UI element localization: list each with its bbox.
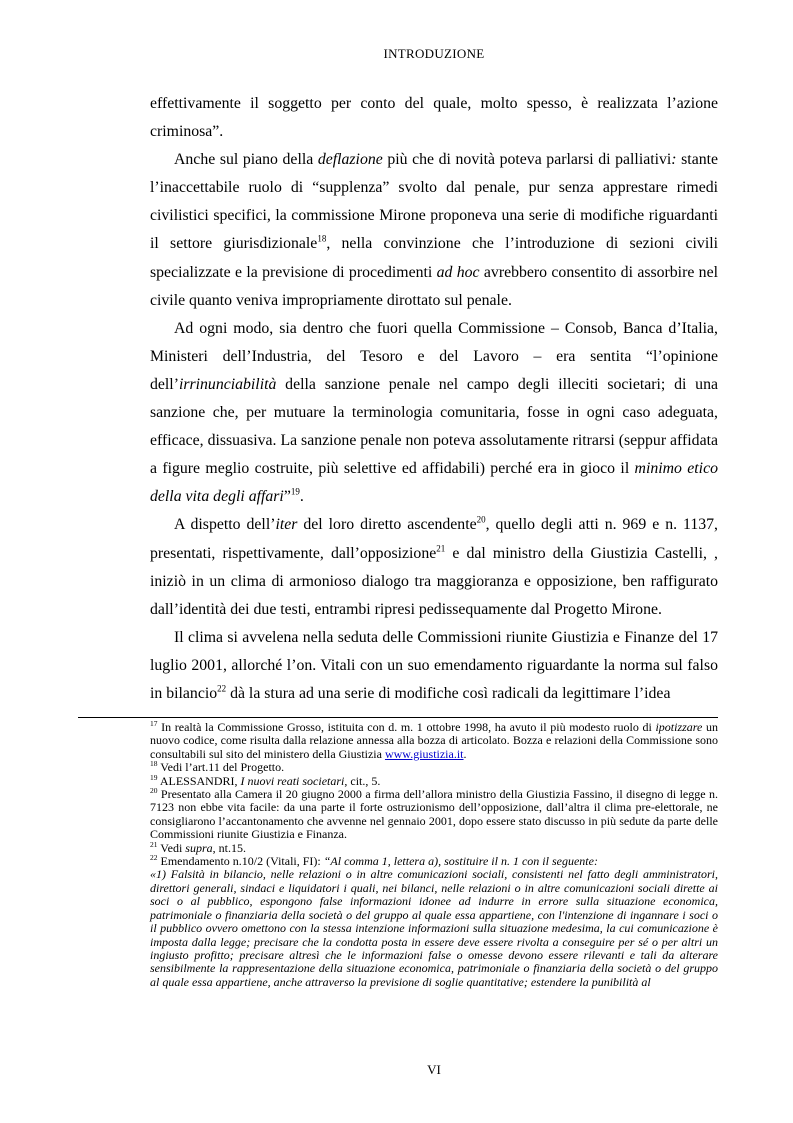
footnote-22-quote: «1) Falsità in bilancio, nelle relazioni o in altre comunicazioni sociali, consistenti nel fatto degli amministratori, direttori generali, sindaci e liquidatori i quali, nei bilanci, nelle relazioni o in altre comunicazioni sociali dirette ai soci o al pubblico, espongono false informazioni idonee ad indurre in errore sulla situazione economica, patrimoniale o finanziaria della società o del gruppo al quale essa appartiene, con l'intenzione di ingannare i soci o il pubblico ovvero omettono con la stessa intenzione informazioni sulla situazione medesima, la cui comunicazione è imposta dalla legge; precisare che la condotta posta in essere deve essere rivolta a conseguire per sé o per altri un ingiusto profitto; precisare altresì che le informazioni false o omesse devono essere rilevanti e tali da alterare sensibilmente la rappresentazione della situazione economica, patrimoniale o finanziaria della società o del gruppo al quale essa appartiene, anche attraverso la previsione di soglie quantitative; estendere la punibilità al: [150, 867, 718, 989]
footnote-17: $^{17}$ In realtà la Commissione Grosso, istituita con d. m. 1 ottobre 1998, ha avuto il più modesto ruolo di ipotizzare un nuovo codice, come risulta dalla relazione annessa alla bozza di articolato. Bozza e relazioni della Commissione sono consultabili sul sito del ministero della Giustizia www.giustizia.it.: [150, 719, 718, 761]
paragraph: Ad ogni modo, sia dentro che fuori quella Commissione – Consob, Banca d’Italia, Ministeri dell’Industria, del Tesoro e del Lavoro – era sentita “l’opinione dell’irrinunciabilità della sanzione penale nel campo degli illeciti societari; di una sanzione che, per mutuare la terminologia comunitaria, fosse in ogni caso adeguata, efficace, dissuasiva. La sanzione penale non poteva assolutamente ritrarsi (seppur affidata a figure meglio costruite, più selettive ed affidabili) perché era in gioco il minimo etico della vita degli affari”$^{19}$.: [150, 319, 718, 506]
footnote-ref-21[interactable]: 21: [436, 543, 446, 554]
footnote-22: $^{22}$ Emendamento n.10/2 (Vitali, FI): “Al comma 1, lettera a), sostituire il n. 1 con il seguente:: [150, 853, 598, 869]
footnote-19: $^{19}$ ALESSANDRI, I nuovi reati societari, cit., 5.: [150, 772, 381, 788]
footnotes: [150, 721, 718, 989]
paragraph: Anche sul piano della deflazione più che di novità poteva parlarsi di palliativi: stante l’inaccettabile ruolo di “supplenza” svolto dal penale, pur senza apprestare rimedi civilistici specifici, la commissione Mirone proponeva una serie di modifiche riguardanti il settore giurisdizionale$^{18}$, nella convinzione che l’introduzione di sezioni civili specializzate e la previsione di procedimenti ad hoc avrebbero consentito di assorbire nel civile quanto veniva impropriamente dirottato sul penale.: [150, 151, 719, 309]
footnote-21: $^{21}$ Vedi supra, nt.15.: [150, 839, 246, 855]
footnote-ref-22[interactable]: 22: [217, 683, 227, 694]
paragraph: effettivamente il soggetto per conto del quale, molto spesso, è realizzata l’azione criminosa”.: [150, 95, 718, 141]
footnote-separator: [78, 717, 718, 718]
running-header: INTRODUZIONE: [383, 46, 485, 61]
footnote-ref-19[interactable]: 19: [290, 487, 300, 498]
footnote-ref-18[interactable]: 18: [317, 234, 327, 245]
giustizia-link[interactable]: www.giustizia.it: [384, 746, 464, 761]
paragraph: A dispetto dell’iter del loro diretto ascendente$^{20}$, quello degli atti n. 969 e n. 1137, presentati, rispettivamente, dall’opposizione$^{21}$ e dal ministro della Giustizia Castelli, , iniziò in un clima di armonioso dialogo tra maggioranza e opposizione, ben raffigurato dall’identità dei due testi, entrambi ripresi pedissequamente dal Progetto Mirone.: [150, 515, 718, 618]
paragraph: Il clima si avvelena nella seduta delle Commissioni riunite Giustizia e Finanze del 17 luglio 2001, allorché l’on. Vitali con un suo emendamento riguardante la norma sul falso in bilancio$^{22}$ dà la stura ad una serie di modifiche così radicali da legittimare l’idea: [150, 628, 718, 702]
footnote-20: $^{20}$ Presentato alla Camera il 20 giugno 2000 a firma dell’allora ministro della Giustizia Fassino, il disegno di legge n. 7123 non ebbe vita facile: da una parte il forte ostruzionismo dell’opposizione, dall’altra il clima pre-elettorale, ne consigliarono l’accantonamento che avvenne nel gennaio 2001, dopo essere stato discusso in più sedute da parte delle Commissioni riunite Giustizia e Finanza.: [150, 786, 718, 842]
footnote-18: $^{18}$ Vedi l’art.11 del Progetto.: [150, 759, 285, 775]
main-text: [150, 90, 718, 708]
footnote-ref-20[interactable]: 20: [476, 515, 486, 526]
page-number: VI: [427, 1062, 441, 1077]
